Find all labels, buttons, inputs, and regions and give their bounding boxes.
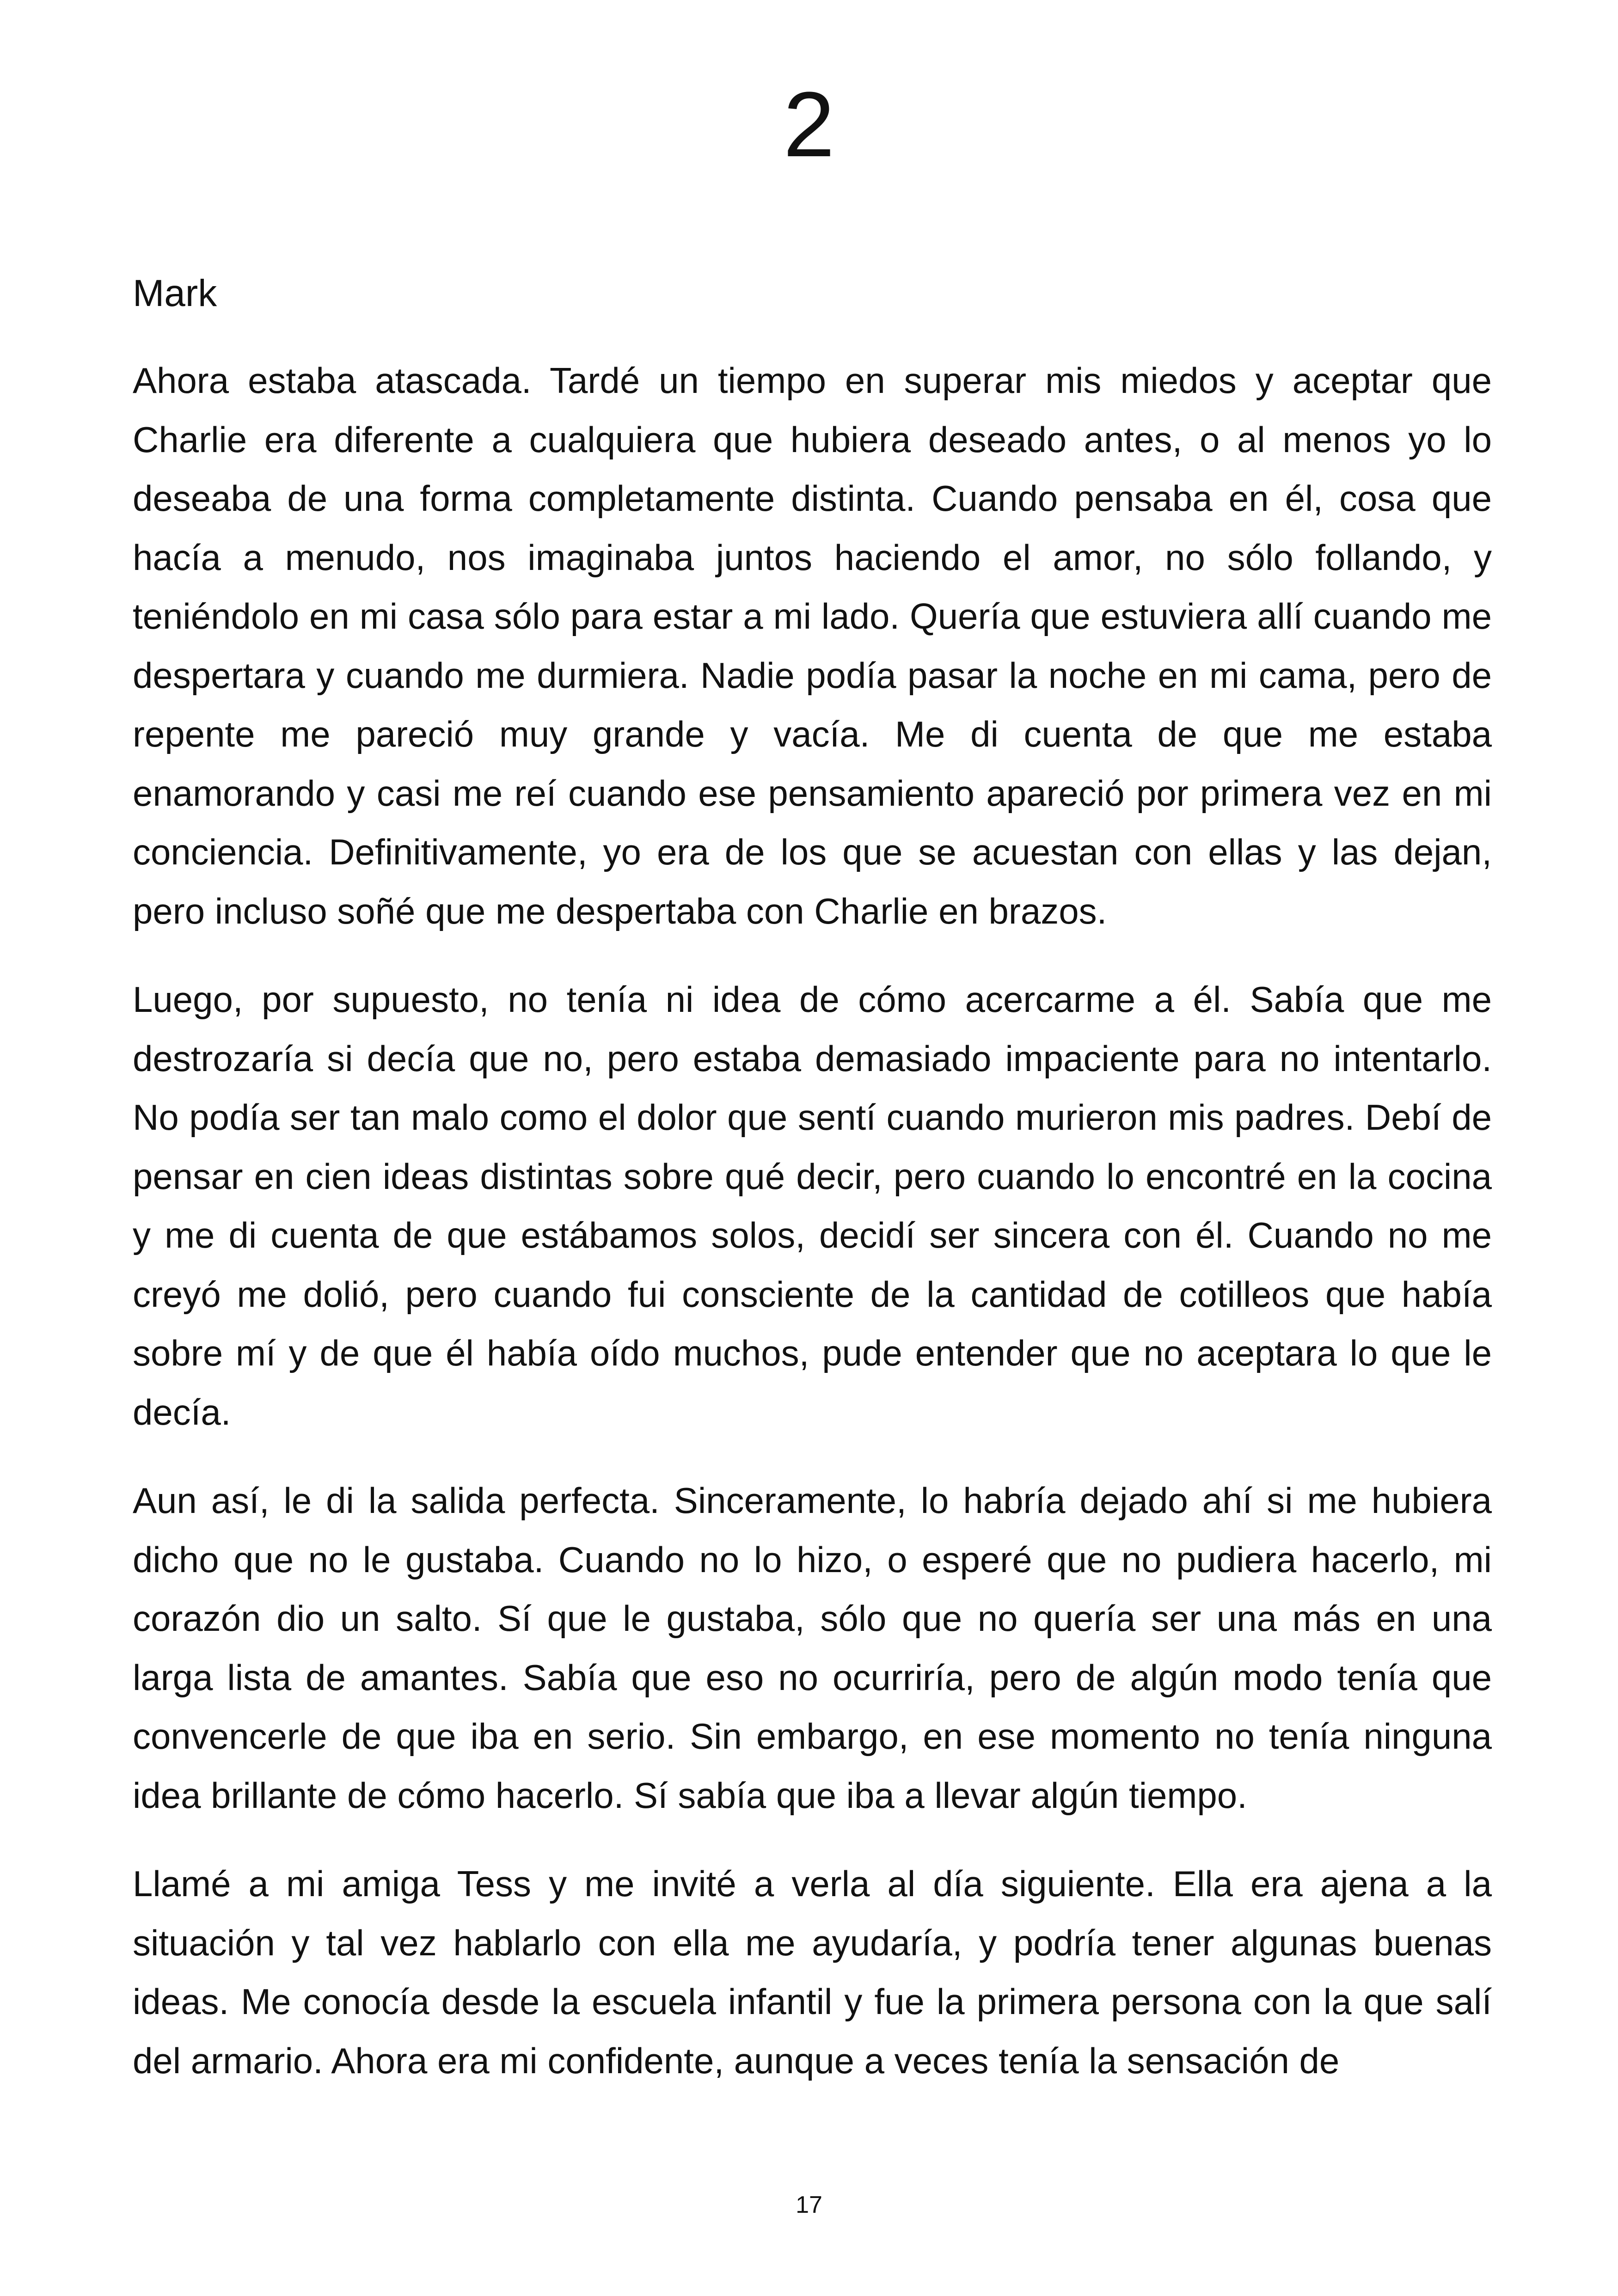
paragraph-4: Llamé a mi amiga Tess y me invité a verla al día siguiente. Ella era ajena a la situación y tal vez hablarlo con ella me ayudaría, y podría tener algunas buenas ideas. Me conocía desde la escuela infantil y fue la primera persona con la que salí del armario. Ahora era mi confidente, aunque a veces tenía la sensación de	[133, 1863, 1492, 2081]
paragraph-1: Ahora estaba atascada. Tardé un tiempo en superar mis miedos y aceptar que Charlie era diferente a cualquiera que hubiera deseado antes, o al menos yo lo deseaba de una forma completamente distinta. Cuando pensaba en él, cosa que hacía a menudo, nos imaginaba juntos haciendo el amor, no sólo follando, y teniéndolo en mi casa sólo para estar a mi lado. Quería que estuviera allí cuando me despertara y cuando me durmiera. Nadie podía pasar la noche en mi cama, pero de repente me pareció muy grande y vacía. Me di cuenta de que me estaba enamorando y casi me reí cuando ese pensamiento apareció por primera vez en mi conciencia. Definitivamente, yo era de los que se acuestan con ellas y las dejan, pero incluso soñé que me despertaba con Charlie en brazos.	[133, 360, 1492, 931]
page-body	[133, 263, 1492, 2120]
narrator-heading: Mark	[133, 272, 217, 314]
page-number: 17	[796, 2192, 822, 2218]
paragraph-2: Luego, por supuesto, no tenía ni idea de cómo acercarme a él. Sabía que me destrozaría si decía que no, pero estaba demasiado impaciente para no intentarlo. No podía ser tan malo como el dolor que sentí cuando murieron mis padres. Debí de pensar en cien ideas distintas sobre qué decir, pero cuando lo encontré en la cocina y me di cuenta de que estábamos solos, decidí ser sincera con él. Cuando no me creyó me dolió, pero cuando fui consciente de la cantidad de cotilleos que había sobre mí y de que él había oído muchos, pude entender que no aceptara lo que le decía.	[133, 979, 1492, 1433]
chapter-number: 2	[783, 73, 835, 176]
paragraph-3: Aun así, le di la salida perfecta. Sinceramente, lo habría dejado ahí si me hubiera dicho que no le gustaba. Cuando no lo hizo, o esperé que no pudiera hacerlo, mi corazón dio un salto. Sí que le gustaba, sólo que no quería ser una más en una larga lista de amantes. Sabía que eso no ocurriría, pero de algún modo tenía que convencerle de que iba en serio. Sin embargo, en ese momento no tenía ninguna idea brillante de cómo hacerlo. Sí sabía que iba a llevar algún tiempo.	[133, 1480, 1492, 1816]
